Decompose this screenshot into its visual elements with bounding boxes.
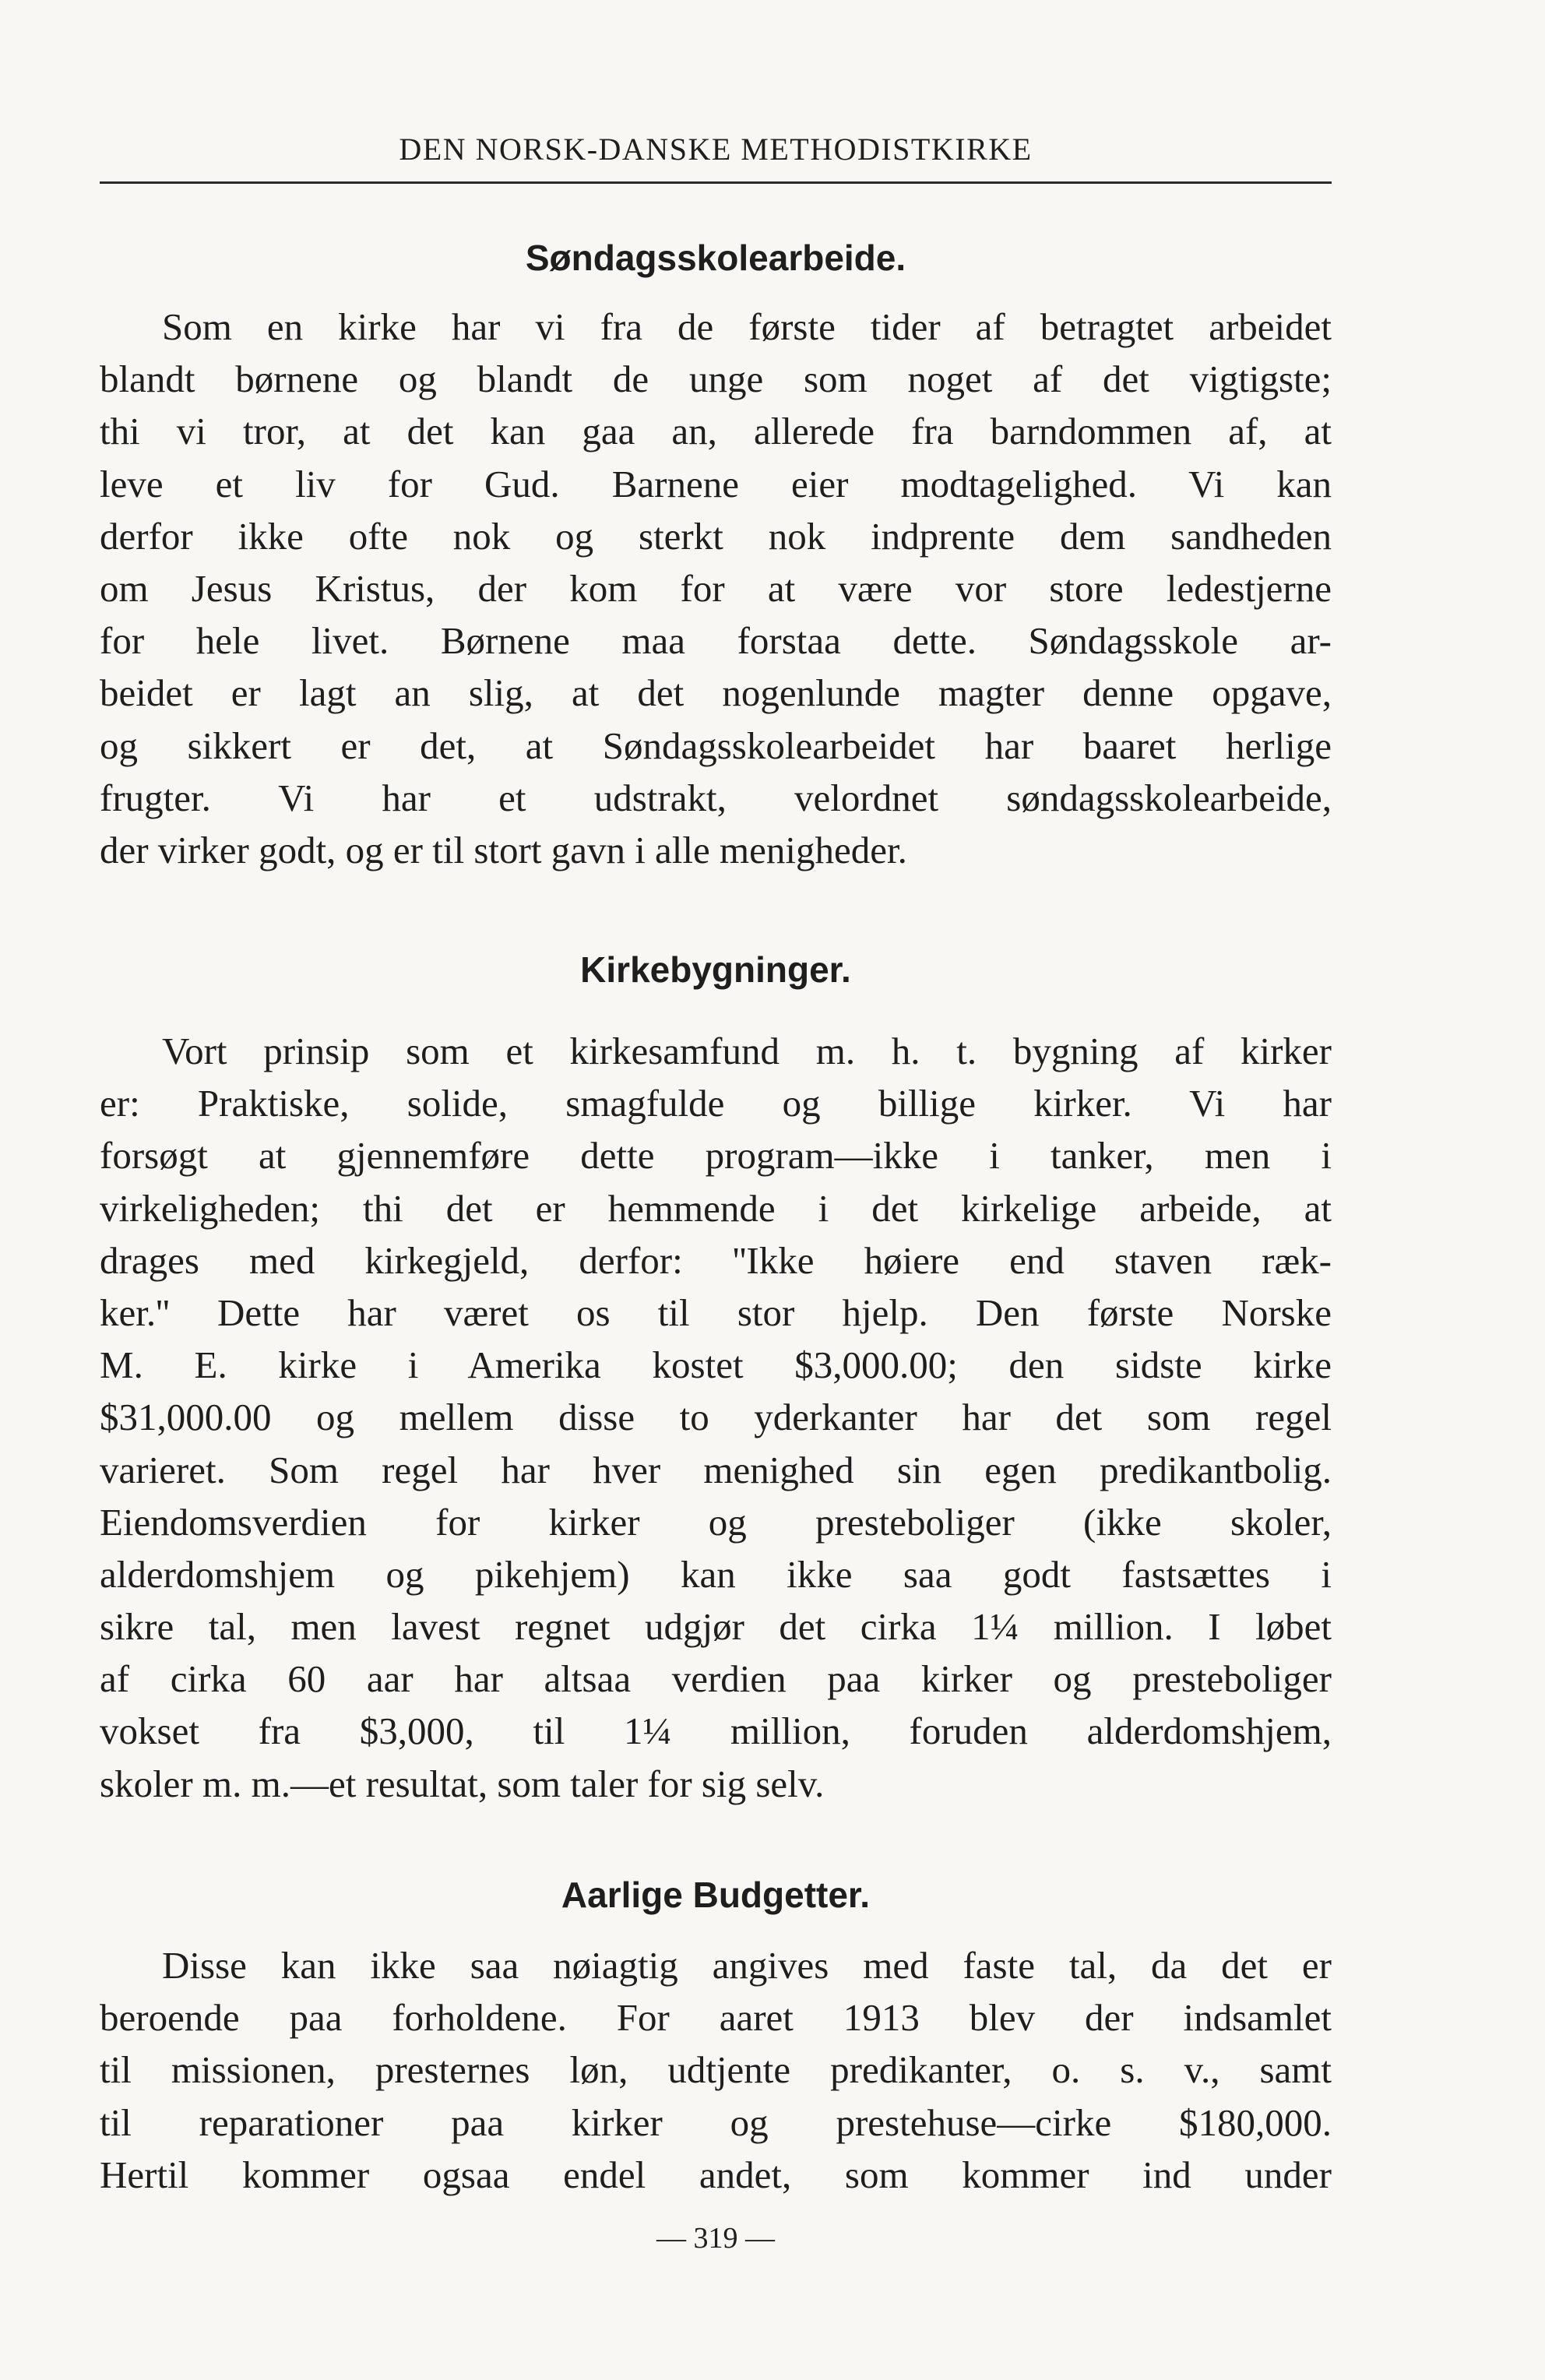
text-line: sikre tal, men lavest regnet udgjør det cirka 1¼ million. I løbet [100, 1605, 1332, 1649]
text-line: Disse kan ikke saa nøiagtig angives med faste tal, da det er [162, 1944, 1332, 1987]
text-line: der virker godt, og er til stort gavn i alle menigheder. [100, 828, 907, 871]
text-line: M. E. kirke i Amerika kostet $3,000.00; den sidste kirke [100, 1343, 1332, 1387]
paragraph-sondagsskolearbeide [100, 301, 1332, 876]
text-line: er: Praktiske, solide, smagfulde og billige kirker. Vi har [100, 1082, 1332, 1125]
text-line: beidet er lagt an slig, at det nogenlunde magter denne opgave, [100, 671, 1332, 715]
text-line: drages med kirkegjeld, derfor: ''Ikke høiere end staven ræk- [100, 1238, 1332, 1282]
text-line: for hele livet. Børnene maa forstaa dette. Søndagsskole ar- [100, 619, 1332, 663]
text-line: thi vi tror, at det kan gaa an, allerede fra barndommen af, at [100, 410, 1332, 453]
text-line: vokset fra $3,000, til 1¼ million, foruden alderdomshjem, [100, 1709, 1332, 1753]
paragraph-kirkebygninger [100, 1025, 1332, 1810]
text-line: forsøgt at gjennemføre dette program—ikke i tanker, men i [100, 1134, 1332, 1178]
text-line: leve et liv for Gud. Barnene eier modtagelighed. Vi kan [100, 462, 1332, 505]
text-line: og sikkert er det, at Søndagsskolearbeidet har baaret herlige [100, 724, 1332, 767]
text-line: Som en kirke har vi fra de første tider af betragtet arbeidet [162, 305, 1332, 348]
text-line: Hertil kommer ogsaa endel andet, som kommer ind under [100, 2153, 1332, 2196]
section-heading-kirkebygninger: Kirkebygninger. [580, 949, 851, 990]
section-heading-aarlige-budgetter: Aarlige Budgetter. [561, 1875, 871, 1915]
text-line: alderdomshjem og pikehjem) kan ikke saa godt fastsættes i [100, 1552, 1332, 1596]
text-line: varieret. Som regel har hver menighed sin egen predikantbolig. [100, 1448, 1332, 1491]
running-head: DEN NORSK-DANSKE METHODISTKIRKE [399, 132, 1033, 167]
text-line: ker.'' Dette har været os til stor hjelp. Den første Norske [100, 1290, 1332, 1334]
text-line: frugter. Vi har et udstrakt, velordnet søndagsskolearbeide, [100, 776, 1332, 819]
text-line: virkeligheden; thi det er hemmende i det kirkelige arbeide, at [100, 1186, 1332, 1230]
page-number: — 319 — [656, 2222, 775, 2255]
text-line: skoler m. m.—et resultat, som taler for sig selv. [100, 1762, 825, 1805]
section-heading-sondagsskolearbeide: Søndagsskolearbeide. [525, 238, 906, 278]
text-line: til missionen, presternes løn, udtjente predikanter, o. s. v., samt [100, 2048, 1332, 2092]
text-line: $31,000.00 og mellem disse to yderkanter har det som regel [100, 1396, 1332, 1439]
text-line: Eiendomsverdien for kirker og presteboliger (ikke skoler, [100, 1500, 1332, 1544]
text-line: blandt børnene og blandt de unge som noget af det vigtigste; [100, 357, 1332, 401]
header-rule [100, 181, 1332, 184]
text-line: derfor ikke ofte nok og sterkt nok indprente dem sandheden [100, 514, 1332, 558]
text-line: af cirka 60 aar har altsaa verdien paa kirker og presteboliger [100, 1657, 1332, 1701]
paragraph-aarlige-budgetter [100, 1939, 1332, 2201]
text-line: til reparationer paa kirker og prestehuse—cirke $180,000. [100, 2100, 1332, 2144]
text-line: om Jesus Kristus, der kom for at være vor store ledestjerne [100, 566, 1332, 610]
text-line: Vort prinsip som et kirkesamfund m. h. t. bygning af kirker [162, 1030, 1332, 1072]
text-line: beroende paa forholdene. For aaret 1913 blev der indsamlet [100, 1996, 1332, 2040]
